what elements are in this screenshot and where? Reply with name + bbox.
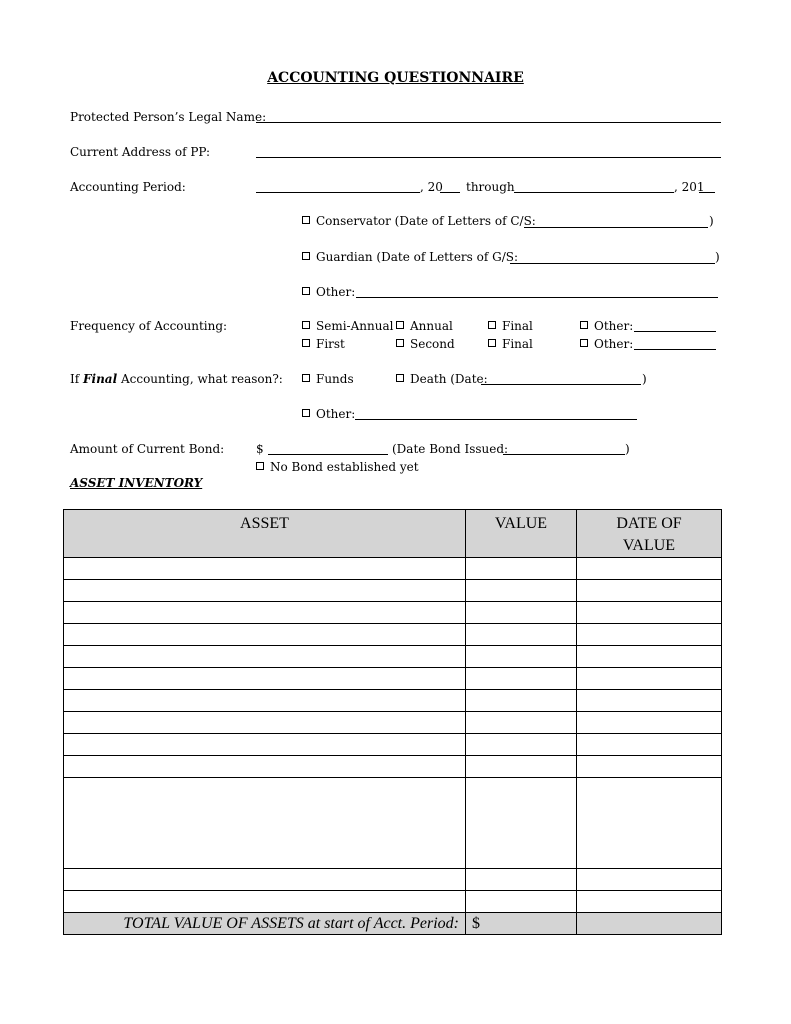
date-cell[interactable] [577, 580, 722, 602]
freq-final-2[interactable]: Final [488, 337, 533, 351]
date-cell[interactable] [577, 624, 722, 646]
table-row [64, 690, 722, 712]
value-cell[interactable] [466, 690, 577, 712]
reason-funds[interactable]: Funds [302, 372, 354, 386]
total-date-cell [577, 913, 722, 935]
checkbox-icon[interactable] [302, 287, 310, 295]
table-row [64, 646, 722, 668]
checkbox-icon[interactable] [580, 321, 588, 329]
date-cell[interactable] [577, 712, 722, 734]
bond-amount-field[interactable] [268, 454, 388, 455]
table-row [64, 734, 722, 756]
header-value: VALUE [466, 510, 577, 558]
value-cell[interactable] [466, 558, 577, 580]
legal-name-field[interactable] [256, 122, 721, 123]
value-cell[interactable] [466, 891, 577, 913]
frequency-label: Frequency of Accounting: [70, 319, 228, 333]
asset-cell[interactable] [64, 712, 466, 734]
date-cell[interactable] [577, 869, 722, 891]
date-cell[interactable] [577, 668, 722, 690]
checkbox-icon[interactable] [302, 216, 310, 224]
close-paren: ) [625, 442, 630, 456]
guardian-date-field[interactable] [510, 263, 715, 264]
checkbox-icon[interactable] [580, 339, 588, 347]
asset-cell[interactable] [64, 602, 466, 624]
bond-dollar: $ [256, 442, 264, 456]
legal-name-label: Protected Person’s Legal Name: [70, 110, 267, 124]
date-cell[interactable] [577, 734, 722, 756]
other-option[interactable]: Other: [302, 285, 355, 299]
final-reason-label: If Final Accounting, what reason?: [70, 372, 283, 386]
total-value-cell[interactable]: $ [466, 913, 577, 935]
header-date-of-value: DATE OF VALUE [577, 510, 722, 558]
table-row [64, 778, 722, 869]
asset-cell[interactable] [64, 869, 466, 891]
freq-first[interactable]: First [302, 337, 345, 351]
freq-second[interactable]: Second [396, 337, 455, 351]
date-cell[interactable] [577, 690, 722, 712]
value-cell[interactable] [466, 869, 577, 891]
checkbox-icon[interactable] [396, 374, 404, 382]
asset-cell[interactable] [64, 624, 466, 646]
freq-other-2-field[interactable] [634, 349, 716, 350]
other-field[interactable] [356, 297, 718, 298]
reason-death[interactable]: Death (Date: [396, 372, 488, 386]
guardian-option[interactable]: Guardian (Date of Letters of G/S: [302, 250, 518, 264]
table-row [64, 580, 722, 602]
conservator-option[interactable]: Conservator (Date of Letters of C/S: [302, 214, 536, 228]
address-field[interactable] [256, 157, 721, 158]
date-cell[interactable] [577, 756, 722, 778]
value-cell[interactable] [466, 646, 577, 668]
table-row [64, 602, 722, 624]
bond-label: Amount of Current Bond: [70, 442, 225, 456]
reason-other-field[interactable] [355, 419, 637, 420]
checkbox-icon[interactable] [488, 339, 496, 347]
page-title: ACCOUNTING QUESTIONNAIRE [267, 70, 524, 86]
checkbox-icon[interactable] [302, 409, 310, 417]
asset-cell[interactable] [64, 778, 466, 869]
period-label: Accounting Period: [70, 180, 186, 194]
table-header-row [64, 510, 722, 558]
conservator-date-field[interactable] [524, 227, 708, 228]
asset-inventory-table [63, 509, 722, 935]
checkbox-icon[interactable] [396, 321, 404, 329]
date-cell[interactable] [577, 646, 722, 668]
freq-other-field[interactable] [634, 331, 716, 332]
freq-other-2[interactable]: Other: [580, 337, 633, 351]
date-bond-issued-field[interactable] [503, 454, 625, 455]
period-through: through [466, 180, 515, 194]
table-row [64, 756, 722, 778]
close-paren: ) [642, 372, 647, 386]
freq-final[interactable]: Final [488, 319, 533, 333]
asset-cell[interactable] [64, 690, 466, 712]
value-cell[interactable] [466, 734, 577, 756]
checkbox-icon[interactable] [302, 321, 310, 329]
close-paren: ) [709, 214, 714, 228]
death-date-field[interactable] [481, 384, 641, 385]
value-cell[interactable] [466, 756, 577, 778]
value-cell[interactable] [466, 668, 577, 690]
value-cell[interactable] [466, 602, 577, 624]
asset-cell[interactable] [64, 891, 466, 913]
period-start-year-field[interactable] [440, 192, 460, 193]
date-cell[interactable] [577, 778, 722, 869]
freq-annual[interactable]: Annual [396, 319, 453, 333]
period-end-prefix: , 201 [674, 180, 705, 194]
freq-other[interactable]: Other: [580, 319, 633, 333]
asset-cell[interactable] [64, 756, 466, 778]
period-end-year-field[interactable] [699, 192, 715, 193]
asset-cell[interactable] [64, 668, 466, 690]
asset-cell[interactable] [64, 558, 466, 580]
value-cell[interactable] [466, 624, 577, 646]
asset-cell[interactable] [64, 580, 466, 602]
total-label: TOTAL VALUE OF ASSETS at start of Acct. Period: [64, 913, 466, 935]
address-label: Current Address of PP: [70, 145, 211, 159]
period-start-field[interactable] [256, 192, 420, 193]
total-row [64, 913, 722, 935]
period-end-field[interactable] [514, 192, 674, 193]
table-row [64, 712, 722, 734]
header-asset: ASSET [64, 510, 466, 558]
date-cell[interactable] [577, 602, 722, 624]
table-row [64, 668, 722, 690]
date-cell[interactable] [577, 891, 722, 913]
checkbox-icon[interactable] [302, 339, 310, 347]
asset-cell[interactable] [64, 734, 466, 756]
table-row [64, 558, 722, 580]
reason-other[interactable]: Other: [302, 407, 355, 421]
value-cell[interactable] [466, 712, 577, 734]
period-year-prefix: , 20 [420, 180, 443, 194]
asset-inventory-heading: ASSET INVENTORY [70, 476, 203, 490]
date-cell[interactable] [577, 558, 722, 580]
checkbox-icon[interactable] [302, 374, 310, 382]
checkbox-icon[interactable] [488, 321, 496, 329]
close-paren: ) [715, 250, 720, 264]
table-row [64, 891, 722, 913]
asset-cell[interactable] [64, 646, 466, 668]
value-cell[interactable] [466, 580, 577, 602]
date-bond-issued-label: (Date Bond Issued: [392, 442, 509, 456]
table-row [64, 869, 722, 891]
freq-semi-annual[interactable]: Semi-Annual [302, 319, 393, 333]
checkbox-icon[interactable] [256, 462, 264, 470]
table-row [64, 624, 722, 646]
checkbox-icon[interactable] [396, 339, 404, 347]
value-cell[interactable] [466, 778, 577, 869]
checkbox-icon[interactable] [302, 252, 310, 260]
no-bond-option[interactable]: No Bond established yet [256, 460, 419, 474]
